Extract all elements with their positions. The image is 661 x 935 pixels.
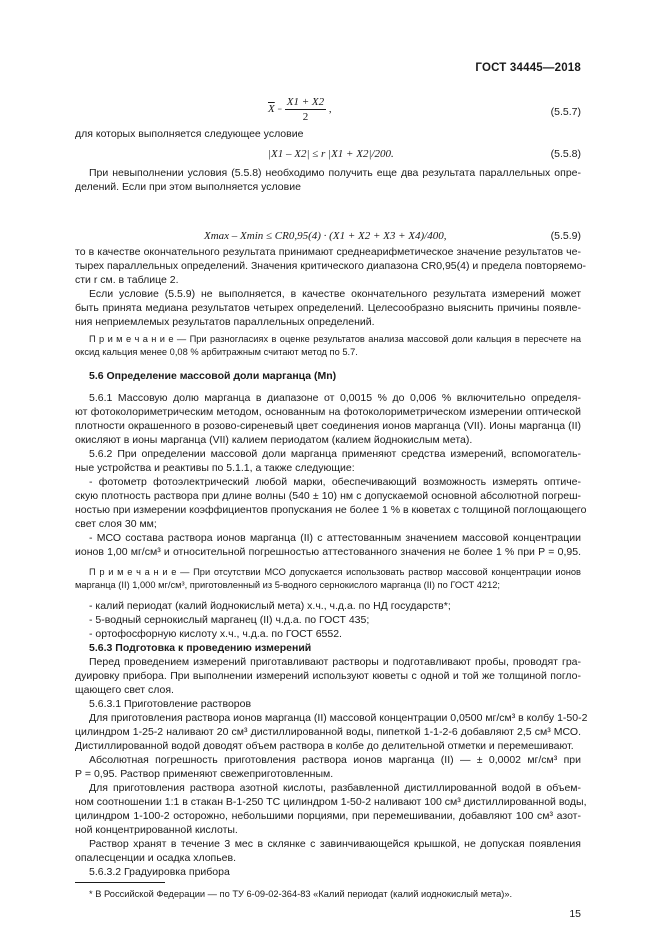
formula-fraction xyxy=(285,96,326,123)
list-item: - 5-водный сернокислый марганец (II) ч.д.а. по ГОСТ 435; xyxy=(89,614,370,626)
text-line: ионов 1,00 мг/см³ и относительной погрешностью аттестованного значения не более 1 % при Р = 0,95. xyxy=(75,546,581,558)
text-line: Дистиллированной водой доводят объем раствора в колбе до делительной отметки и перемешивают. xyxy=(75,740,574,752)
text-line: Раствор хранят в течение 3 мес в склянке с завинчивающейся крышкой, не допуская появления xyxy=(89,838,581,850)
text-line: окисляют в ионы марганца (VII) калием периодатом (калием йоднокислым мета). xyxy=(75,434,473,446)
text-line: 5.6.1 Массовую долю марганца в диапазоне от 0,0015 % до 0,006 % включительно определя- xyxy=(89,392,581,404)
text-line: Для приготовления раствора азотной кислоты, разбавленной дистиллированной водой в объем- xyxy=(89,782,581,794)
list-item: - калий периодат (калий йоднокислый мета) х.ч., ч.д.а. по НД государств*; xyxy=(89,600,451,612)
text-line: щающего свет слоя. xyxy=(75,684,174,696)
list-item: - ортофосфорную кислоту х.ч., ч.д.а. по ГОСТ 6552. xyxy=(89,628,342,640)
formula-number-5-5-8: (5.5.8) xyxy=(550,148,581,160)
document-code: ГОСТ 34445—2018 xyxy=(475,62,581,74)
text-line: ной концентрированной кислоты. xyxy=(75,824,238,836)
subsection-heading: 5.6.3.2 Градуировка прибора xyxy=(89,866,230,878)
text-line: для которых выполняется следующее условие xyxy=(75,128,304,140)
formula-numerator: X1 + X2 xyxy=(286,96,325,108)
note-line: П р и м е ч а н и е — При разногласиях в оценке результатов анализа массовой доли кальция в пересчете на xyxy=(89,334,581,344)
formula-5-5-9: Xmax – Xmin ≤ CR0,95(4) · (X1 + X2 + X3 + X4)/400, xyxy=(204,230,447,242)
note-line: П р и м е ч а н и е — При отсутствии МСО допускается использовать раствор массовой концентрации ионов xyxy=(89,567,581,577)
text-line: дуировку прибора. При выполнении измерений используют кюветы с одной и той же толщиной погло- xyxy=(75,670,581,682)
text-line: Р = 0,95. Раствор применяют свежеприготовленным. xyxy=(75,768,334,780)
formula-tail: , xyxy=(328,103,332,116)
text-line: сти r см. в таблице 2. xyxy=(75,274,179,286)
text-line: При невыполнении условия (5.5.8) необходимо получить еще два результата параллельных опре- xyxy=(89,167,581,179)
text-line: опалесценции и осадка хлопьев. xyxy=(75,852,237,864)
formula-number-5-5-7: (5.5.7) xyxy=(550,106,581,118)
text-line: цилиндром 1-25-2 наливают 20 см³ дистиллированной воды, пипеткой 1-1-2-6 добавляют 2,5 см³ МСО. xyxy=(75,726,581,738)
text-line: делений. Если при этом выполняется условие xyxy=(75,181,301,193)
text-line: свет слоя 30 мм; xyxy=(75,518,157,530)
text-line: ные устройства и реактивы по 5.1.1, а также следующие: xyxy=(75,462,355,474)
text-line: ния неприемлемых результатов параллельных определений. xyxy=(75,316,375,328)
formula-approx-sign: = xyxy=(277,105,282,115)
text-line: ют фотоколориметрическим методом, основанным на фотоколориметрическом измерении оптической xyxy=(75,406,581,418)
formula-number-5-5-9: (5.5.9) xyxy=(550,230,581,242)
footnote: * В Российской Федерации — по ТУ 6-09-02-364-83 «Калий периодат (калий иоднокислый мета)». xyxy=(89,889,513,899)
text-line: - фотометр фотоэлектрический любой марки, обеспечивающий возможность измерять оптиче- xyxy=(89,476,581,488)
page-number: 15 xyxy=(569,908,581,920)
text-line: - МСО состава раствора ионов марганца (II) с аттестованным значением массовой концентрации xyxy=(89,532,581,544)
text-line: плотности окрашенного в розово-сиреневый цвет соединения ионов марганца (VII). Ионы марганца (II) xyxy=(75,420,581,432)
formula-lhs: $\overline{X}$ xyxy=(268,103,275,116)
text-line: 5.6.2 При определении массовой доли марганца применяют средства измерений, вспомогатель- xyxy=(89,448,581,460)
text-line: быть принята медиана результатов четырех определений. Целесообразно выяснить причины появле- xyxy=(75,302,581,314)
formula-denominator: 2 xyxy=(302,111,309,123)
formula-5-5-7 xyxy=(268,96,332,123)
formula-5-5-8: |X1 – X2| ≤ r |X1 + X2|/200. xyxy=(268,148,394,160)
text-line: скую плотность раствора при длине волны (540 ± 10) нм с допускаемой основной абсолютной погреш- xyxy=(75,490,581,502)
subsection-heading: 5.6.3 Подготовка к проведению измерений xyxy=(89,642,312,654)
footnote-rule xyxy=(75,882,165,883)
text-line: Для приготовления раствора ионов марганца (II) массовой концентрации 0,0500 мг/см³ в колбу 1-50-2 xyxy=(89,712,588,724)
text-line: Если условие (5.5.9) не выполняется, в качестве окончательного результата измерений может xyxy=(89,288,581,300)
text-line: Абсолютная погрешность приготовления раствора ионов марганца (II) — ± 0,0002 мг/см³ при xyxy=(89,754,581,766)
text-line: Перед проведением измерений приготавливают растворы и подготавливают пробы, проводят гра- xyxy=(89,656,581,668)
text-line: тырех параллельных определений. Значения критического диапазона CR0,95(4) и предела повторяемо- xyxy=(75,260,587,272)
text-line: ном соотношении 1:1 в стакан В-1-250 ТС цилиндром 1-50-2 наливают 100 см³ дистиллированной воды, xyxy=(75,796,587,808)
text-line: то в качестве окончательного результата принимают среднеарифметическое значение результатов че- xyxy=(75,246,581,258)
section-heading: 5.6 Определение массовой доли марганца (Mn) xyxy=(89,370,337,382)
text-line: ностью при измерении коэффициентов пропускания не более 1 % в кюветах с толщиной поглощающего xyxy=(75,504,587,516)
text-line: 5.6.3.1 Приготовление растворов xyxy=(89,698,252,710)
text-line: цилиндром 1-100-2 осторожно, небольшими порциями, при перемешивании, добавляют 100 см³ азот- xyxy=(75,810,581,822)
note-line: марганца (II) 1,000 мг/см³, приготовленный из 5-водного сернокислого марганца (II) по ГОСТ 4212; xyxy=(75,580,501,590)
note-line: оксид кальция менее 0,08 % арбитражным считают метод по 5.7. xyxy=(75,347,358,357)
